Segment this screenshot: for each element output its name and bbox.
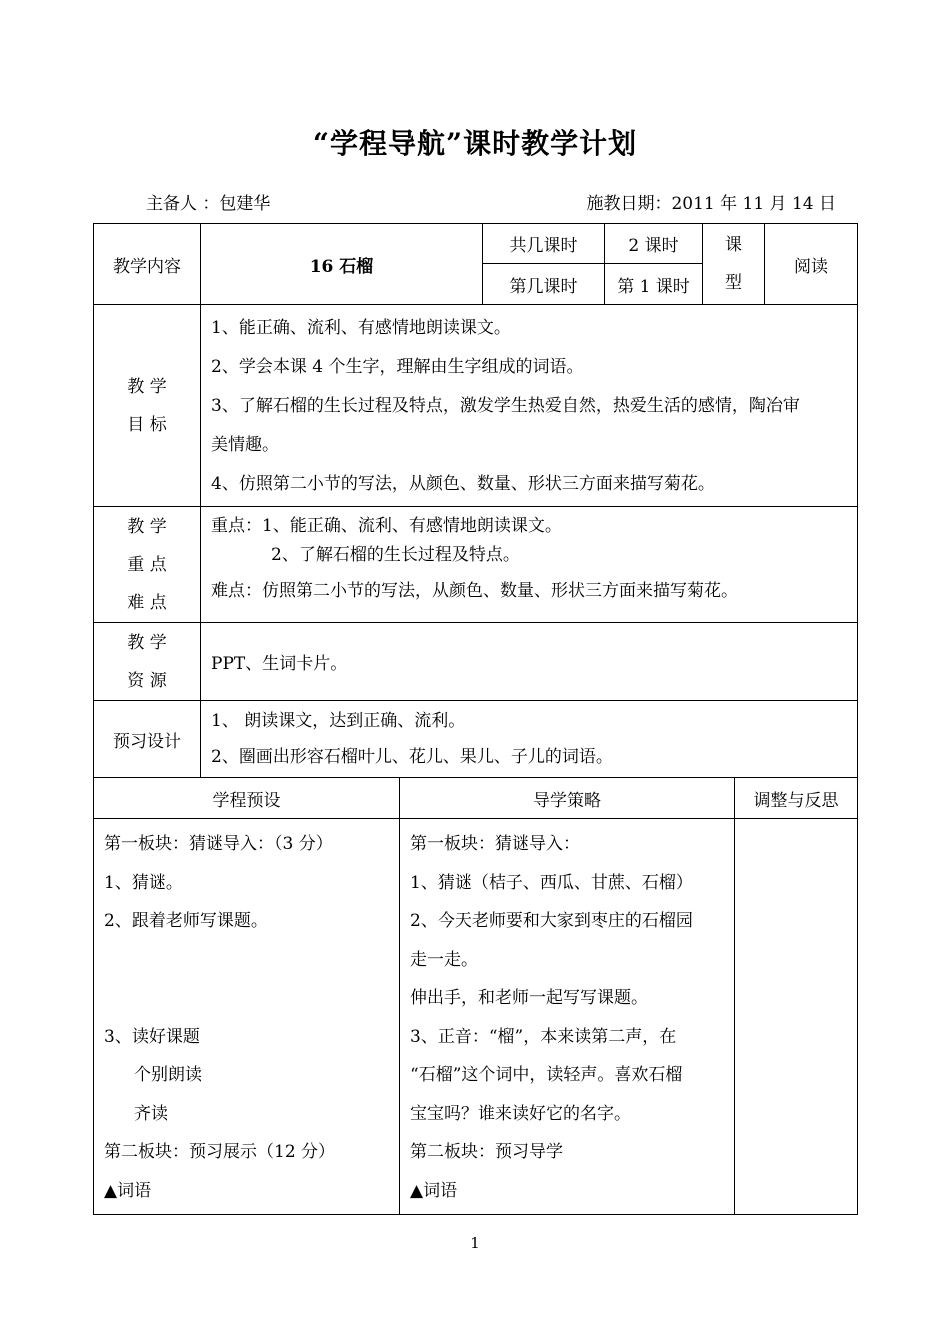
guidance-strategy-column [400, 819, 735, 1215]
difficulty-line: 难点：仿照第二小节的写法，从颜色、数量、形状三方面来描写菊花。 [211, 581, 738, 601]
type-label-1: 课 [725, 235, 742, 255]
keypoints-label-3: 难 点 [127, 592, 167, 613]
preview-line: 2、圈画出形容石榴叶儿、花儿、果儿、子儿的词语。 [211, 747, 613, 767]
document-title: “学程导航”课时教学计划 [312, 127, 638, 160]
process-line: ▲词语 [104, 1180, 152, 1201]
process-line: 3、读好课题 [104, 1026, 200, 1047]
current-lesson-label: 第几课时 [483, 264, 605, 305]
keypoint-line: 2、了解石榴的生长过程及特点。 [271, 545, 520, 565]
goals-label-1: 教 学 [127, 376, 167, 397]
strategy-line: 第一板块：猜谜导入： [410, 834, 580, 854]
goal-line: 1、能正确、流利、有感情地朗读课文。 [211, 318, 511, 338]
page-number: 1 [470, 1234, 480, 1252]
total-lessons-label: 共几课时 [483, 224, 605, 264]
preparer: 主备人 ：包建华 [146, 194, 271, 214]
keypoint-line: 重点：1、能正确、流利、有感情地朗读课文。 [211, 516, 562, 536]
teaching-date: 施教日期：2011 年 11 月 14 日 [586, 194, 836, 214]
process-line: 1、猜谜。 [104, 872, 183, 893]
resources-label [94, 623, 201, 701]
goal-line: 3、了解石榴的生长过程及特点，激发学生热爱自然，热爱生活的感情，陶冶审 [211, 396, 800, 416]
process-line: 齐读 [134, 1103, 168, 1124]
strategy-line: 伸出手，和老师一起写写课题。 [410, 988, 648, 1008]
preview-line: 1、 朗读课文，达到正确、流利。 [211, 711, 466, 731]
strategy-line: 2、今天老师要和大家到枣庄的石榴园 [410, 911, 693, 931]
strategy-line: “石榴”这个词中，读轻声。喜欢石榴 [410, 1065, 683, 1085]
goals-content [201, 305, 858, 507]
keypoints-label-2: 重 点 [127, 554, 167, 575]
blank-space [104, 941, 391, 1018]
process-line: 第二板块：预习展示（12 分） [104, 1142, 336, 1162]
header-learning-process: 学程预设 [94, 778, 400, 819]
strategy-line: ▲词语 [410, 1180, 458, 1201]
strategy-line: 3、正音：“榴”，本来读第二声，在 [410, 1026, 677, 1047]
preview-content [201, 701, 858, 778]
lesson-info-table [93, 223, 858, 778]
content-value: 16 石榴 [201, 224, 483, 305]
strategy-line: 1、猜谜（桔子、西瓜、甘蔗、石榴） [410, 872, 693, 893]
keypoints-content [201, 507, 858, 623]
strategy-line: 第二板块：预习导学 [410, 1142, 563, 1162]
strategy-line: 宝宝吗？谁来读好它的名字。 [410, 1103, 631, 1124]
type-label [703, 224, 765, 305]
preview-label: 预习设计 [94, 701, 201, 778]
content-label: 教学内容 [94, 224, 201, 305]
current-lesson-value: 第 1 课时 [605, 264, 703, 305]
type-label-2: 型 [725, 273, 742, 293]
goals-label [94, 305, 201, 507]
process-line: 2、跟着老师写课题。 [104, 911, 268, 931]
goal-line: 2、学会本课 4 个生字，理解由生字组成的词语。 [211, 357, 584, 377]
keypoints-label-1: 教 学 [127, 516, 167, 537]
type-value: 阅读 [765, 224, 858, 305]
strategy-line: 走一走。 [410, 949, 478, 970]
goal-line: 4、仿照第二小节的写法，从颜色、数量、形状三方面来描写菊花。 [211, 474, 715, 494]
learning-process-column [94, 819, 400, 1215]
process-line: 第一板块：猜谜导入：（3 分） [104, 834, 333, 854]
goals-label-2: 目 标 [127, 414, 167, 435]
resources-label-2: 资 源 [127, 670, 167, 691]
keypoints-label [94, 507, 201, 623]
header-adjustment-reflection: 调整与反思 [735, 778, 858, 819]
process-line: 个别朗读 [134, 1065, 202, 1085]
resources-value: PPT、生词卡片。 [201, 623, 858, 701]
header-guidance-strategy: 导学策略 [400, 778, 735, 819]
lesson-plan-table [93, 777, 858, 1215]
goal-line: 美情趣。 [211, 435, 279, 455]
resources-label-1: 教 学 [127, 632, 167, 653]
total-lessons-value: 2 课时 [605, 224, 703, 264]
adjustment-reflection-column [735, 819, 858, 1215]
